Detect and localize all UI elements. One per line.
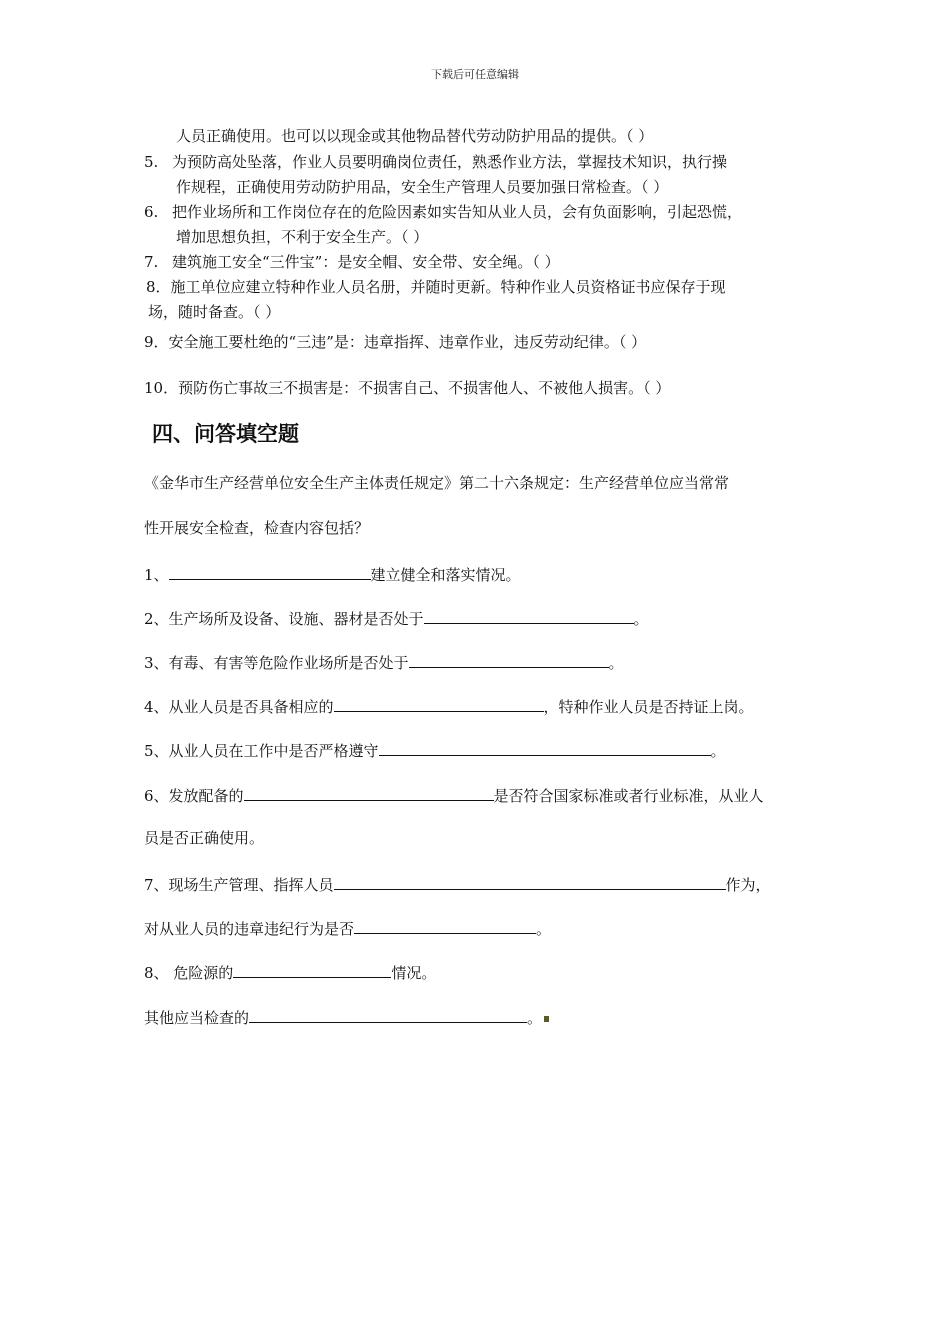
fill-blank-7a[interactable] <box>334 873 726 890</box>
q6-line2: 增加思想负担，不利于安全生产。（ ） <box>176 228 429 246</box>
fill-item-6-prefix: 6、发放配备的 <box>144 787 244 805</box>
fill-item-2-suffix: 。 <box>633 610 649 628</box>
fill-item-other <box>144 1006 549 1028</box>
q8-line1: 8．施工单位应建立特种作业人员名册，并随时更新。特种作业人员资格证书应保存于现 <box>146 278 726 296</box>
fill-blank-4[interactable] <box>334 695 544 712</box>
q9-line: 9．安全施工要杜绝的“三违”是：违章指挥、违章作业，违反劳动纪律。（ ） <box>144 333 647 351</box>
fill-item-3-prefix: 3、有毒、有害等危险作业场所是否处于 <box>144 654 409 672</box>
fill-blank-8[interactable] <box>233 961 391 978</box>
q5-text: 为预防高处坠落，作业人员要明确岗位责任，熟悉作业方法，掌握技术知识，执行操 <box>172 153 728 171</box>
fill-item-8-prefix: 8、 危险源的 <box>144 964 234 982</box>
fill-blank-6[interactable] <box>244 784 494 801</box>
fill-item-4-suffix: ，特种作业人员是否持证上岗。 <box>543 698 754 716</box>
intro-line1: 《金华市生产经营单位安全生产主体责任规定》第二十六条规定：生产经营单位应当常常 <box>144 474 730 492</box>
fill-item-2-prefix: 2、生产场所及设备、设施、器材是否处于 <box>144 610 424 628</box>
fill-item-2 <box>144 607 649 629</box>
fill-item-4-prefix: 4、从业人员是否具备相应的 <box>144 698 334 716</box>
q5-line2: 作规程，正确使用劳动防护用品，安全生产管理人员要加强日常检查。（ ） <box>176 178 669 196</box>
q7-line <box>144 252 560 272</box>
fill-item-6-suffix: 是否符合国家标准或者行业标准，从业人 <box>493 787 764 805</box>
q6-text: 把作业场所和工作岗位存在的危险因素如实告知从业人员，会有负面影响，引起恐慌， <box>172 203 743 221</box>
q8-line2: 场，随时备查。（ ） <box>148 303 281 321</box>
fill-item-8-suffix: 情况。 <box>391 964 437 982</box>
section-title: 四、问答填空题 <box>152 422 299 446</box>
end-mark-icon <box>544 1016 549 1022</box>
fill-item-7-line2-suffix: 。 <box>536 920 552 938</box>
fill-blank-3[interactable] <box>409 651 609 668</box>
fill-item-8 <box>144 961 436 983</box>
q5-line1 <box>144 152 727 172</box>
fill-item-1-prefix: 1、 <box>144 566 169 584</box>
fill-item-7-suffix: 作为， <box>725 876 771 894</box>
fill-item-7 <box>144 873 771 895</box>
intro-line2: 性开展安全检查，检查内容包括？ <box>144 519 370 537</box>
fill-item-3 <box>144 651 624 673</box>
fill-blank-7b[interactable] <box>354 917 536 934</box>
fill-blank-2[interactable] <box>424 607 634 624</box>
q5-number: 5. <box>144 153 159 171</box>
fill-item-7-line2 <box>144 917 551 939</box>
page-header: 下载后可任意编辑 <box>431 68 519 81</box>
fill-item-5-suffix: 。 <box>710 742 726 760</box>
q7-text: 建筑施工安全“三件宝”：是安全帽、安全带、安全绳。（ ） <box>172 253 560 271</box>
fill-item-1-suffix: 建立健全和落实情况。 <box>370 566 521 584</box>
fill-item-3-suffix: 。 <box>608 654 624 672</box>
fill-item-5 <box>144 739 726 761</box>
q10-line: 10．预防伤亡事故三不损害是：不损害自己、不损害他人、不被他人损害。（ ） <box>144 379 671 397</box>
fill-item-other-suffix: 。 <box>527 1009 543 1027</box>
fill-blank-5[interactable] <box>379 739 711 756</box>
fill-item-1 <box>144 563 521 585</box>
fill-item-5-prefix: 5、从业人员在工作中是否严格遵守 <box>144 742 379 760</box>
fill-item-6-line2: 员是否正确使用。 <box>144 829 265 847</box>
fill-blank-1[interactable] <box>169 563 371 580</box>
fill-item-6 <box>144 784 764 806</box>
q4-continuation: 人员正确使用。也可以以现金或其他物品替代劳动防护用品的提供。（ ） <box>176 127 654 145</box>
fill-item-other-prefix: 其他应当检查的 <box>144 1009 250 1027</box>
fill-blank-other[interactable] <box>249 1006 527 1023</box>
fill-item-7-line2-prefix: 对从业人员的违章违纪行为是否 <box>144 920 355 938</box>
fill-item-7-prefix: 7、现场生产管理、指挥人员 <box>144 876 334 894</box>
q7-number: 7. <box>144 253 159 271</box>
q6-number: 6. <box>144 203 159 221</box>
q6-line1 <box>144 202 742 222</box>
fill-item-4 <box>144 695 754 717</box>
